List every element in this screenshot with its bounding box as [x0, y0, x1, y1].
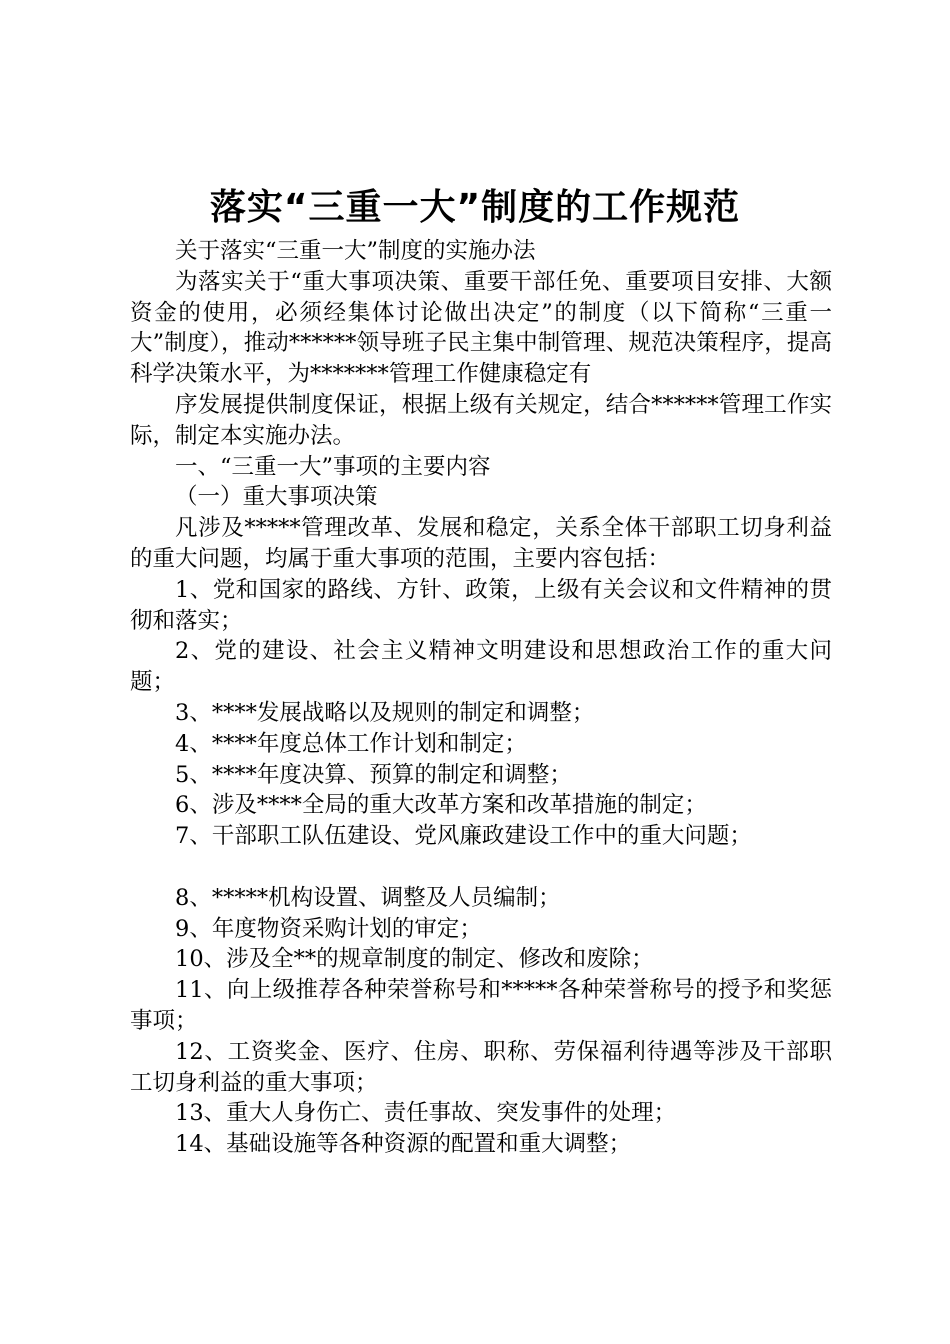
list-item: 13、重大人身伤亡、责任事故、突发事件的处理；: [175, 1100, 677, 1127]
list-item: 11、向上级推荐各种荣誉称号和*****各种荣誉称号的授予和奖惩事项；: [130, 977, 832, 1034]
list-item: 6、涉及****全局的重大改革方案和改革措施的制定；: [175, 792, 707, 819]
section-heading: 一、“三重一大”事项的主要内容: [175, 453, 491, 480]
list-item: 1、党和国家的路线、方针、政策，上级有关会议和文件精神的贯彻和落实；: [130, 576, 832, 634]
paragraph: 凡涉及*****管理改革、发展和稳定，关系全体干部职工切身利益的重大问题，均属于重大事项的范围，主要内容包括：: [130, 515, 832, 572]
list-item: 7、干部职工队伍建设、党风廉政建设工作中的重大问题；: [175, 823, 752, 850]
list-item: 2、党的建设、社会主义精神文明建设和思想政治工作的重大问题；: [130, 638, 832, 696]
paragraph: 序发展提供制度保证，根据上级有关规定，结合******管理工作实际，制定本实施办法。: [130, 391, 832, 449]
list-item: 4、****年度总体工作计划和制定；: [175, 730, 527, 757]
list-item: 8、*****机构设置、调整及人员编制；: [175, 884, 561, 911]
document-body: [130, 236, 832, 1160]
list-item: 9、年度物资采购计划的审定；: [175, 915, 482, 942]
document-title: 落实“三重一大”制度的工作规范: [209, 187, 741, 228]
paragraph: 为落实关于“重大事项决策、重要干部任免、重要项目安排、大额资金的使用，必须经集体讨论做出决定”的制度（以下简称“三重一大”制度），推动******领导班子民主集中制管理、规范决策程序，提高科学决策水平，为*******管理工作健康稳定有: [130, 268, 832, 388]
list-item: 5、****年度决算、预算的制定和调整；: [175, 761, 572, 788]
subsection-heading: （一）重大事项决策: [175, 484, 378, 511]
paragraph: 关于落实“三重一大”制度的实施办法: [175, 238, 536, 264]
list-item: 3、****发展战略以及规则的制定和调整；: [175, 699, 595, 726]
blank-line: [130, 852, 832, 883]
list-item: 12、工资奖金、医疗、住房、职称、劳保福利待遇等涉及干部职工切身利益的重大事项；: [130, 1038, 832, 1096]
list-item: 10、涉及全**的规章制度的制定、修改和废除；: [175, 946, 654, 973]
list-item: 14、基础设施等各种资源的配置和重大调整；: [175, 1131, 632, 1158]
